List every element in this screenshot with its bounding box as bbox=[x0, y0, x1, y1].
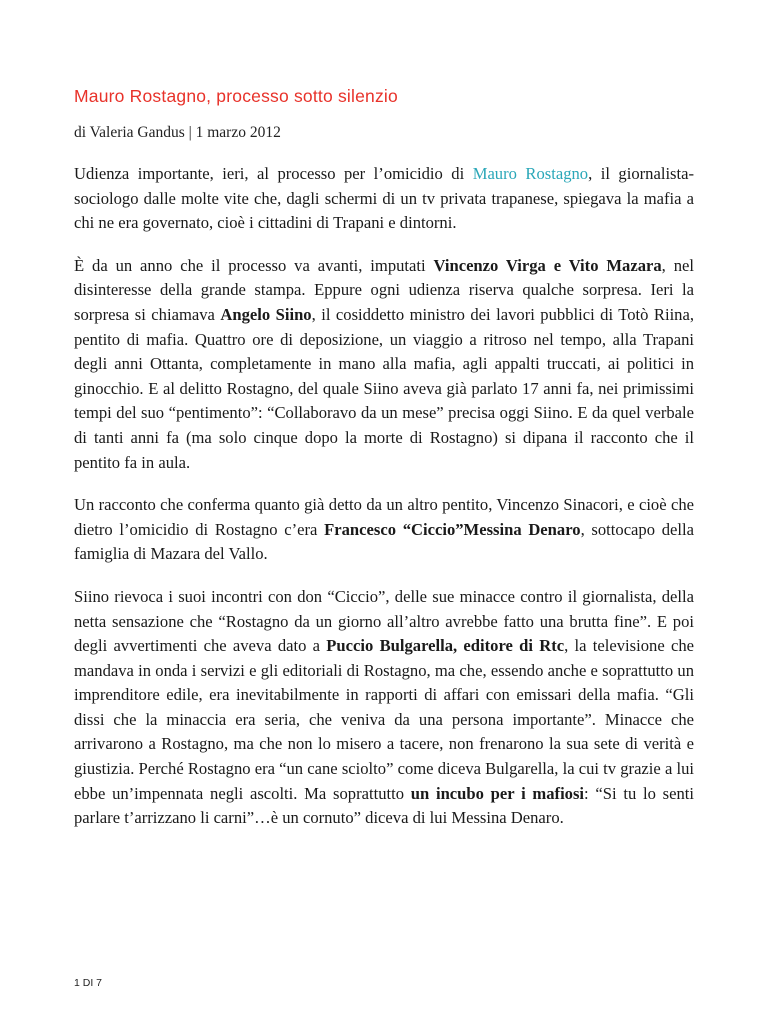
article-body bbox=[74, 162, 694, 849]
paragraph-2 bbox=[74, 254, 694, 475]
p2-text-2: , nel disinteresse della grande stampa. Eppure ogni udienza riserva qualche sorpresa. Ieri la sorpresa si chiamava bbox=[74, 255, 694, 324]
paragraph-3 bbox=[74, 493, 694, 567]
paragraph-1 bbox=[74, 162, 694, 236]
article-title: Mauro Rostagno, processo sotto silenzio bbox=[74, 86, 398, 106]
p3-text-1: Un racconto che conferma quanto già detto da un altro pentito, Vincenzo Sinacori, e cioè che dietro l’omicidio di Rostagno c’era bbox=[74, 495, 694, 539]
p1-text-2: , il giornalista-sociologo dalle molte vite che, dagli schermi di un tv privata trapanese, spiegava la mafia a chi ne era governato, cioè i cittadini di Trapani e dintorni. bbox=[74, 164, 695, 233]
p2-text-3: , il cosiddetto ministro dei lavori pubblici di Totò Riina, pentito di mafia. Quattro ore di deposizione, un viaggio a ritroso nel tempo, alla Trapani degli anni Ottanta, completamente in mano alla mafia, agli appalti truccati, ai politici in ginocchio. E al delitto Rostagno, del quale Siino aveva già parlato 17 anni fa, nei primissimi tempi del suo “pentimento”: “Collaboravo da un mese” precisa oggi Siino. E da quel verbale di tanti anni fa (ma solo cinque dopo la morte di Rostagno) si dipana il racconto che il pentito fa in aula. bbox=[74, 304, 694, 472]
p2-bold-1: Vincenzo Virga e Vito Mazara bbox=[433, 255, 662, 275]
p2-bold-2: Angelo Siino bbox=[220, 304, 312, 324]
page-number: 1 DI 7 bbox=[74, 977, 103, 989]
p4-text-2: , la televisione che mandava in onda i servizi e gli editoriali di Rostagno, ma che, essendo anche e soprattutto un imprenditore edile, era inevitabilmente in rapporti di affari con emissari della mafia. “Gli dissi che la minaccia era seria, che veniva da una persona importante”. Minacce che arrivarono a Rostagno, ma che non lo misero a tacere, non frenarono la sua sete di verità e giustizia. Perché Rostagno era “un cane sciolto” come diceva Bulgarella, la cui tv grazie a lui ebbe un’impennata negli ascolti. Ma soprattutto bbox=[74, 636, 694, 803]
p1-text-1: Udienza importante, ieri, al processo per l’omicidio di bbox=[74, 164, 473, 183]
p4-bold-2: un incubo per i mafiosi bbox=[410, 783, 585, 803]
p2-text-1: È da un anno che il processo va avanti, imputati bbox=[74, 255, 434, 275]
mauro-rostagno-link[interactable]: Mauro Rostagno bbox=[472, 164, 589, 183]
p4-text-1: Siino rievoca i suoi incontri con don “Ciccio”, delle sue minacce contro il giornalista, della netta sensazione che “Rostagno da un giorno all’altro avrebbe fatto una brutta fine”. E poi degli avvertimenti che aveva dato a bbox=[74, 586, 694, 656]
p3-text-2: , sottocapo della famiglia di Mazara del Vallo. bbox=[74, 519, 694, 564]
p4-text-3: : “Si tu lo senti parlare t’arrizzano li carni”…è un cornuto” diceva di lui Messina Denaro. bbox=[74, 783, 694, 828]
paragraph-4 bbox=[74, 585, 694, 831]
p3-bold-1: Francesco “Ciccio”Messina Denaro bbox=[324, 519, 581, 539]
p4-bold-1: Puccio Bulgarella, editore di Rtc bbox=[326, 636, 565, 656]
article-byline: di Valeria Gandus | 1 marzo 2012 bbox=[74, 124, 281, 141]
